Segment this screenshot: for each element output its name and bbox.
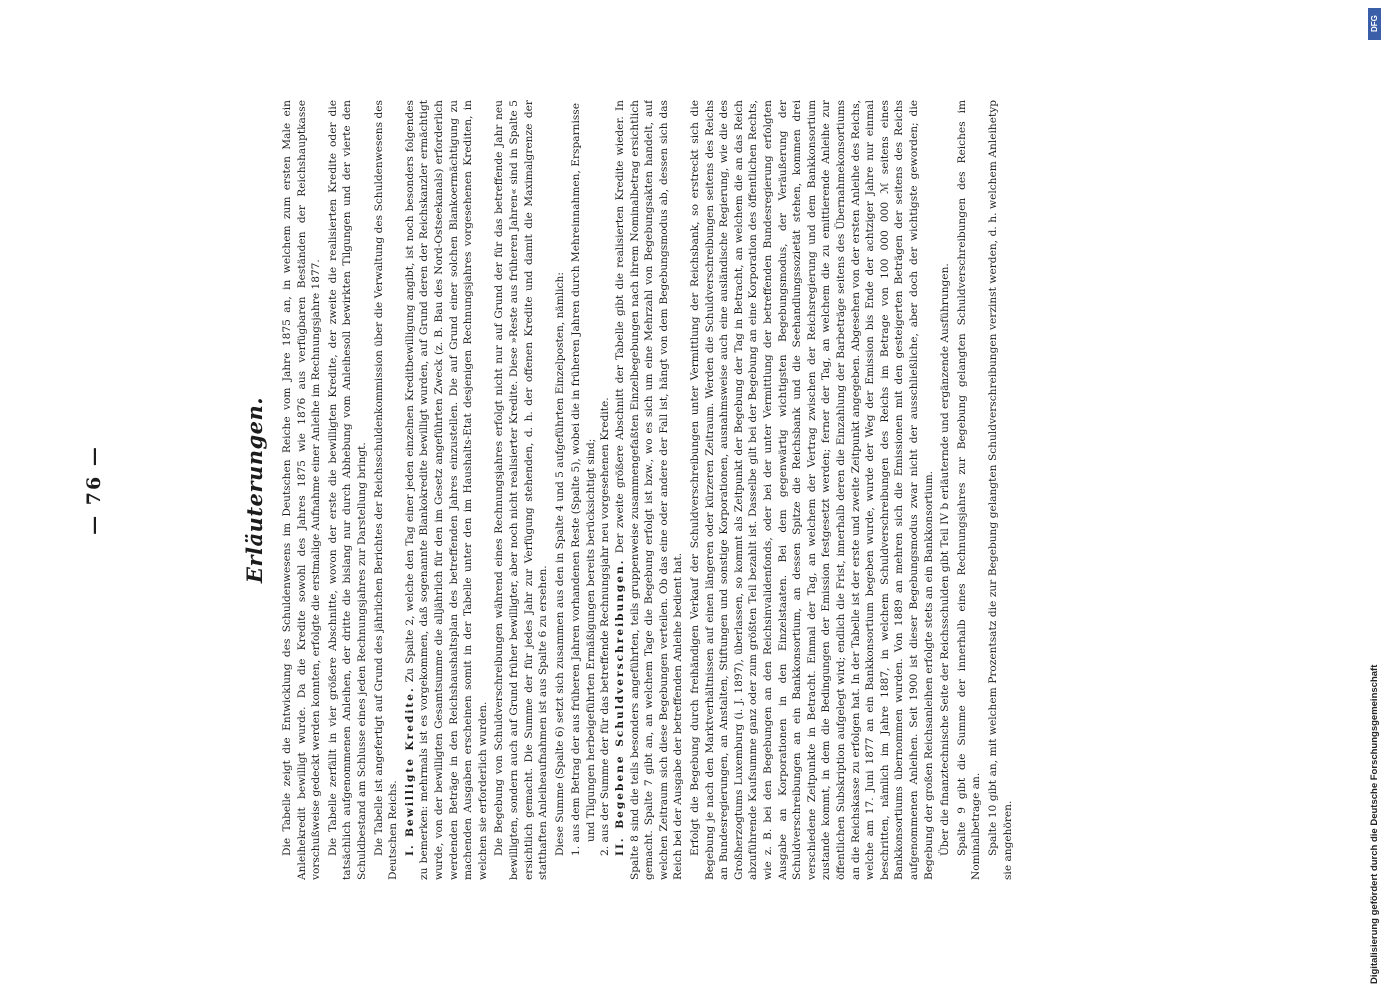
section-text-begebene-schuldverschreibungen: Der zweite größere Abschnitt der Tabelle gibt die realisierten Kredite wieder. In Spalte 8 sind die teils besonders angeführten, teils gruppenweise zusammengefaßten Einzelbegebungen nach ihrem Nominalbetrag ersichtlich gemacht. Spalte 7 gibt an, an welchem Tage die Begebung erfolgt ist bzw., wo es sich um eine Mehrzahl von Begebungsakten handelt, auf welchen Zeitraum sich diese Begebungen verteilen. Ob das eine oder andere der Fall ist, hängt von dem Begebungsmodus ab, dessen sich das Reich bei der Ausgabe der betreffenden Anleihe bedient hat. — [614, 100, 685, 880]
paragraph-begebungsmodus: Erfolgt die Begebung durch freihändigen Verkauf der Schuldverschreibungen unter Vermittlung der Reichsbank, so erstreckt sich die Begebung je nach den Marktverhältnissen auf einen längeren oder kürzeren Zeitraum. Werden die Schuldverschreibungen seitens des Reichs an Bundesregierungen, an Anstalten, Stiftungen und sonstige Korporationen, ausnahmsweise auch eine ausländische Regierung, wie die des Großherzogtums Luxemburg (i. J. 1897), überlassen, so kommt als Zeitpunkt der Begebung der Tag in Betracht, an welchem die an das Reich abzuführende Kaufsumme ganz oder zum größten Teil bezahlt ist. Dasselbe gilt bei der Begebung an eine Korporation des öffentlichen Rechts, wie z. B. bei den Begebungen an den Reichsinvalidenfonds, oder bei der unter Vermittlung der betreffenden Bundesregierung erfolgten Ausgabe an Korporationen in den Einzelstaaten. Bei dem gegenwärtig wichtigsten Begebungsmodus, der Veräußerung der Schuldverschreibungen an ein Bankkonsortium, an dessen Spitze die Reichsbank und die Seehandlungssozietät stehen, kommen drei verschiedene Zeitpunkte in Betracht. Einmal der Tag, an welchem der Vertrag zwischen der Reichsregierung und dem Bankkonsortium zustande kommt, in dem die Bedingungen der Emission festgesetzt werden; ferner der Tag, an welchem die zu emittierende Anleihe zur öffentlichen Subskription aufgelegt wird; endlich die Frist, innerhalb deren die Einzahlung der Barbeträge seitens des Übernahmekonsortiums an die Reichskasse zu erfolgen hat. In der Tabelle ist der erste und zweite Zeitpunkt angegeben. Abgesehen von der ersten Anleihe des Reichs, welche am 17. Juni 1877 an ein Bankkonsortium begeben wurde, wurde der Weg der Emission bis Ende der achtziger Jahre nur einmal beschritten, nämlich im Jahre 1887, in welchem Schuldverschreibungen des Reichs im Betrage von 100 000 000 ℳ seitens eines Bankkonsortiums übernommen wurden. Von 1889 an mehren sich die Emissionen mit den gesteigerten Beträgen der seitens des Reichs aufgenommenen Anleihen. Seit 1900 ist dieser Begebungsmodus zwar nicht der ausschließliche, aber doch der wichtigste geworden; die Begebung der großen Reichsanleihen erfolgte stets an ein Bankkonsortium. — [689, 100, 935, 880]
paragraph-summe: Diese Summe (Spalte 6) setzt sich zusammen aus den in Spalte 4 und 5 aufgeführten Einzelposten, nämlich: — [553, 272, 566, 856]
paragraph-intro: Die Tabelle zeigt die Entwicklung des Schuldenwesens im Deutschen Reiche vom Jahre 1875 an, in welchem zum ersten Male ein Anleihekredit bewilligt wurde. Da die Kredite sowohl des Jahres 1875 wie 1876 aus verfügbaren Beständen der Reichshauptkasse vorschußweise gedeckt werden konnten, erfolgte die erstmalige Aufnahme einer Anleihe im Rechnungsjahre 1877. — [281, 100, 323, 880]
section-title-begebene-schuldverschreibungen: II. Begebene Schuldverschreibungen. — [614, 558, 627, 856]
paragraph-structure: Die Tabelle zerfällt in vier größere Abschnitte, wovon der erste die bewilligten Kredite, der zweite die realisierten Kredite oder die tatsächlich aufgenommenen Anleihen, der dritte die bislang nur durch Abhebung vom Anleihesoll bewirkten Tilgungen und der vierte den Schuldbestand am Schlusse eines jeden Rechnungsjahres zur Darstellung bringt. — [326, 100, 368, 880]
page-number: — 76 — — [83, 445, 105, 535]
section-begebene-schuldverschreibungen — [613, 100, 686, 880]
page-heading: Erläuterungen. — [242, 396, 267, 584]
digitization-credit: Digitalisierung gefördert durch die Deutsche Forschungsgemeinschaft — [1369, 664, 1380, 984]
section-text-bewilligte-kredite: Zu Spalte 2, welche den Tag einer jeden einzelnen Kreditbewilligung angibt, ist noch besonders folgendes zu bemerken: mehrmals ist es vorgekommen, daß sogenannte Blankokredite bewilligt wurden, auf Grund deren der Reichskanzler ermächtigt wurde, von der bewilligten Gesamtsumme die alljährlich für den im Gesetz angeführten Zweck (z. B. Bau des Nord-Ostseekanals) erforderlich werdenden Beträge in den Reichshaushaltsplan des betreffenden Jahres einzustellen. Die auf Grund einer solchen Blankoermächtigung zu machenden Ausgaben erscheinen somit in der Tabelle unter den im Haushalts-Etat desjenigen Rechnungsjahres vorgesehenen Krediten, in welchen sie erforderlich wurden. — [403, 100, 489, 880]
section-bewilligte-kredite — [403, 100, 491, 880]
list-item: 1. aus dem Betrag der aus früheren Jahren vorhandenen Reste (Spalte 5), wobei die in früheren Jahren durch Mehreinnahmen, Ersparnisse und Tilgungen herbeigeführten Ermäßigungen bereits berücksichtigt sind; — [570, 103, 597, 856]
paragraph-begebung: Die Begebung von Schuldverschreibungen während eines Rechnungsjahres erfolgt nicht nur auf Grund der für das betreffende Jahr neu bewilligten, sondern auch auf Grund früher bewilligter, aber noch nicht realisierter Kredite. Diese »Reste aus früheren Jahren« sind in Spalte 5 ersichtlich gemacht. Die Summe der für jedes Jahr zur Verfügung stehenden, d. h. der offenen Kredite und damit die Maximalgrenze der statthaften Anleiheaufnahmen ist aus Spalte 6 zu ersehen. — [493, 100, 550, 880]
rotated-page-content — [83, 100, 1208, 880]
paragraph-finanztechnisch: Über die finanztechnische Seite der Reichsschulden gibt Teil IV b erläuternde und ergänzende Ausführungen. — [939, 263, 952, 856]
paragraph-spalte-10: Spalte 10 gibt an, mit welchem Prozentsatz die zur Begebung gelangten Schuldverschreibungen verzinst werden, d. h. welchem Anleihetyp sie angehören. — [986, 100, 1014, 880]
dfg-logo: DFG — [1368, 8, 1381, 40]
paragraph-source: Die Tabelle ist angefertigt auf Grund des jährlichen Berichtes der Reichsschuldenkommission über die Verwaltung des Schuldenwesens des Deutschen Reichs. — [372, 100, 400, 880]
list-item: 2. aus der Summe der für das betreffende Rechnungsjahr neu vorgesehenen Kredite. — [599, 397, 612, 856]
paragraph-spalte-9: Spalte 9 gibt die Summe der innerhalb eines Rechnungsjahres zur Begebung gelangten Schuldverschreibungen des Reiches im Nominalbetrage an. — [955, 100, 983, 880]
section-title-bewilligte-kredite: I. Bewilligte Kredite. — [403, 686, 416, 856]
body-text — [280, 100, 1210, 880]
